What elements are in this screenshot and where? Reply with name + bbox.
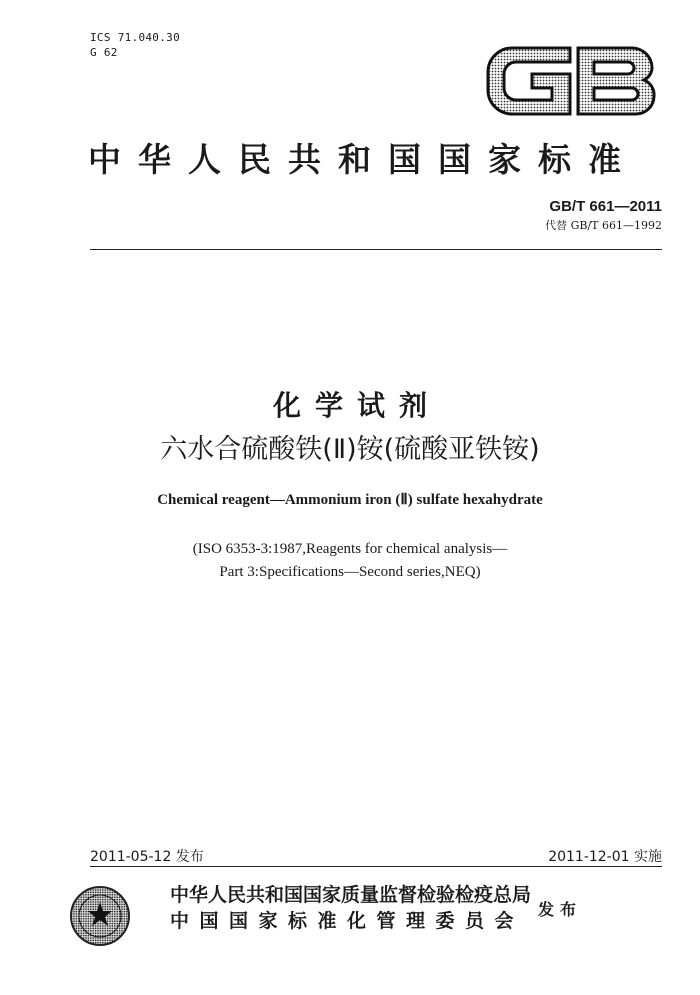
issuer-line1: 中华人民共和国国家质量监督检验检疫总局 (170, 884, 532, 906)
official-seal-icon (68, 884, 132, 948)
gb-logo-icon (482, 40, 662, 120)
footer-divider (90, 866, 662, 867)
standard-number-block (545, 198, 662, 233)
title-cn-line1: 化学试剂 (272, 389, 441, 422)
standard-number: GB/T 661—2011 (549, 198, 662, 215)
publish-label: 发布 (538, 900, 583, 919)
header-divider (90, 249, 662, 250)
ics-code: ICS 71.040.30 (90, 31, 180, 44)
iso-reference (0, 538, 700, 584)
standard-title: 中华人民共和国国家标准 (88, 140, 638, 179)
title-cn-line2: 六水合硫酸铁(Ⅱ)铵(硫酸亚铁铵) (160, 434, 540, 465)
ccs-code: G 62 (90, 46, 118, 59)
iso-reference-line2: Part 3:Specifications—Second series,NEQ) (219, 564, 481, 580)
classification-codes (90, 30, 180, 60)
title-en: Chemical reagent—Ammonium iron (Ⅱ) sulfate hexahydrate (157, 492, 543, 508)
issuing-authorities (170, 882, 531, 934)
iso-reference-line1: (ISO 6353-3:1987,Reagents for chemical analysis— (192, 541, 508, 557)
issuer-line2: 中国国家标准化管理委员会 (170, 910, 525, 932)
implement-date: 2011-12-01 实施 (548, 849, 662, 865)
issue-date: 2011-05-12 发布 (90, 849, 204, 865)
replaces-standard: 代替 GB/T 661—1992 (545, 219, 662, 232)
